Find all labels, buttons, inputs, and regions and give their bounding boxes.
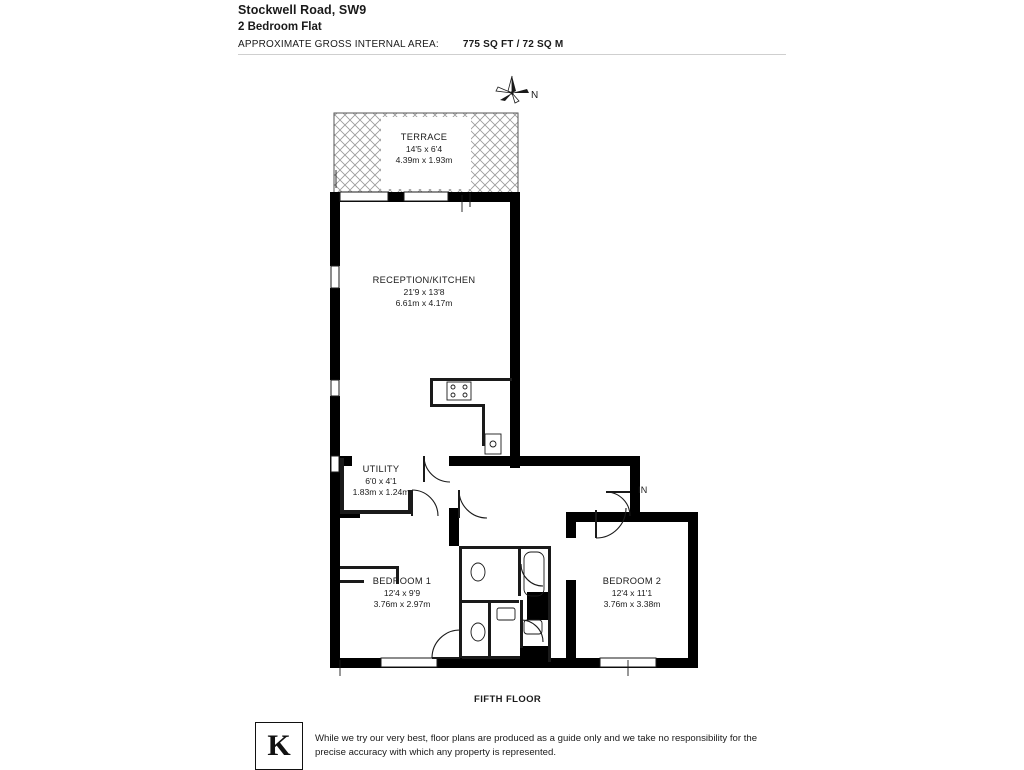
room-dim-imperial: 12'4 x 11'1	[611, 587, 653, 598]
room-name: BEDROOM 1	[372, 576, 432, 586]
compass-label: N	[531, 90, 539, 101]
room-name: TERRACE	[400, 132, 448, 142]
room-dim-metric: 4.39m x 1.93m	[395, 154, 453, 165]
room-dim-metric: 6.61m x 4.17m	[395, 297, 453, 308]
room-dim-imperial: 21'9 x 13'8	[403, 286, 445, 297]
terrace-area	[334, 113, 518, 193]
floor-plan-svg	[0, 60, 1024, 700]
header-divider	[238, 54, 786, 55]
structural-walls	[330, 192, 698, 668]
room-dim-imperial: 14'5 x 6'4	[405, 143, 443, 154]
area-label: APPROXIMATE GROSS INTERNAL AREA:	[238, 39, 439, 50]
area-row	[238, 39, 786, 50]
footer	[255, 722, 785, 770]
room-name: BEDROOM 2	[602, 576, 662, 586]
area-value: 775 SQ FT / 72 SQ M	[462, 39, 564, 50]
page-title: Stockwell Road, SW9	[238, 3, 367, 17]
room-dim-metric: 3.76m x 3.38m	[603, 598, 661, 609]
compass-icon	[496, 76, 529, 103]
property-subtitle: 2 Bedroom Flat	[238, 21, 322, 33]
floor-label: FIFTH FLOOR	[474, 694, 542, 705]
entrance-label: IN	[638, 485, 648, 495]
room-dim-imperial: 12'4 x 9'9	[383, 587, 421, 598]
room-dim-metric: 3.76m x 2.97m	[373, 598, 431, 609]
plan-header	[238, 0, 786, 55]
disclaimer-text: While we try our very best, floor plans are produced as a guide only and we take no responsibility for the precise accuracy with which any property is represented.	[315, 733, 758, 758]
brand-logo: K	[255, 722, 303, 770]
room-name: UTILITY	[362, 464, 400, 474]
floor-plan	[0, 60, 1024, 705]
windows	[331, 192, 656, 667]
room-dim-imperial: 6'0 x 4'1	[365, 475, 397, 486]
room-dim-metric: 1.83m x 1.24m	[352, 486, 410, 497]
room-name: RECEPTION/KITCHEN	[372, 275, 476, 285]
